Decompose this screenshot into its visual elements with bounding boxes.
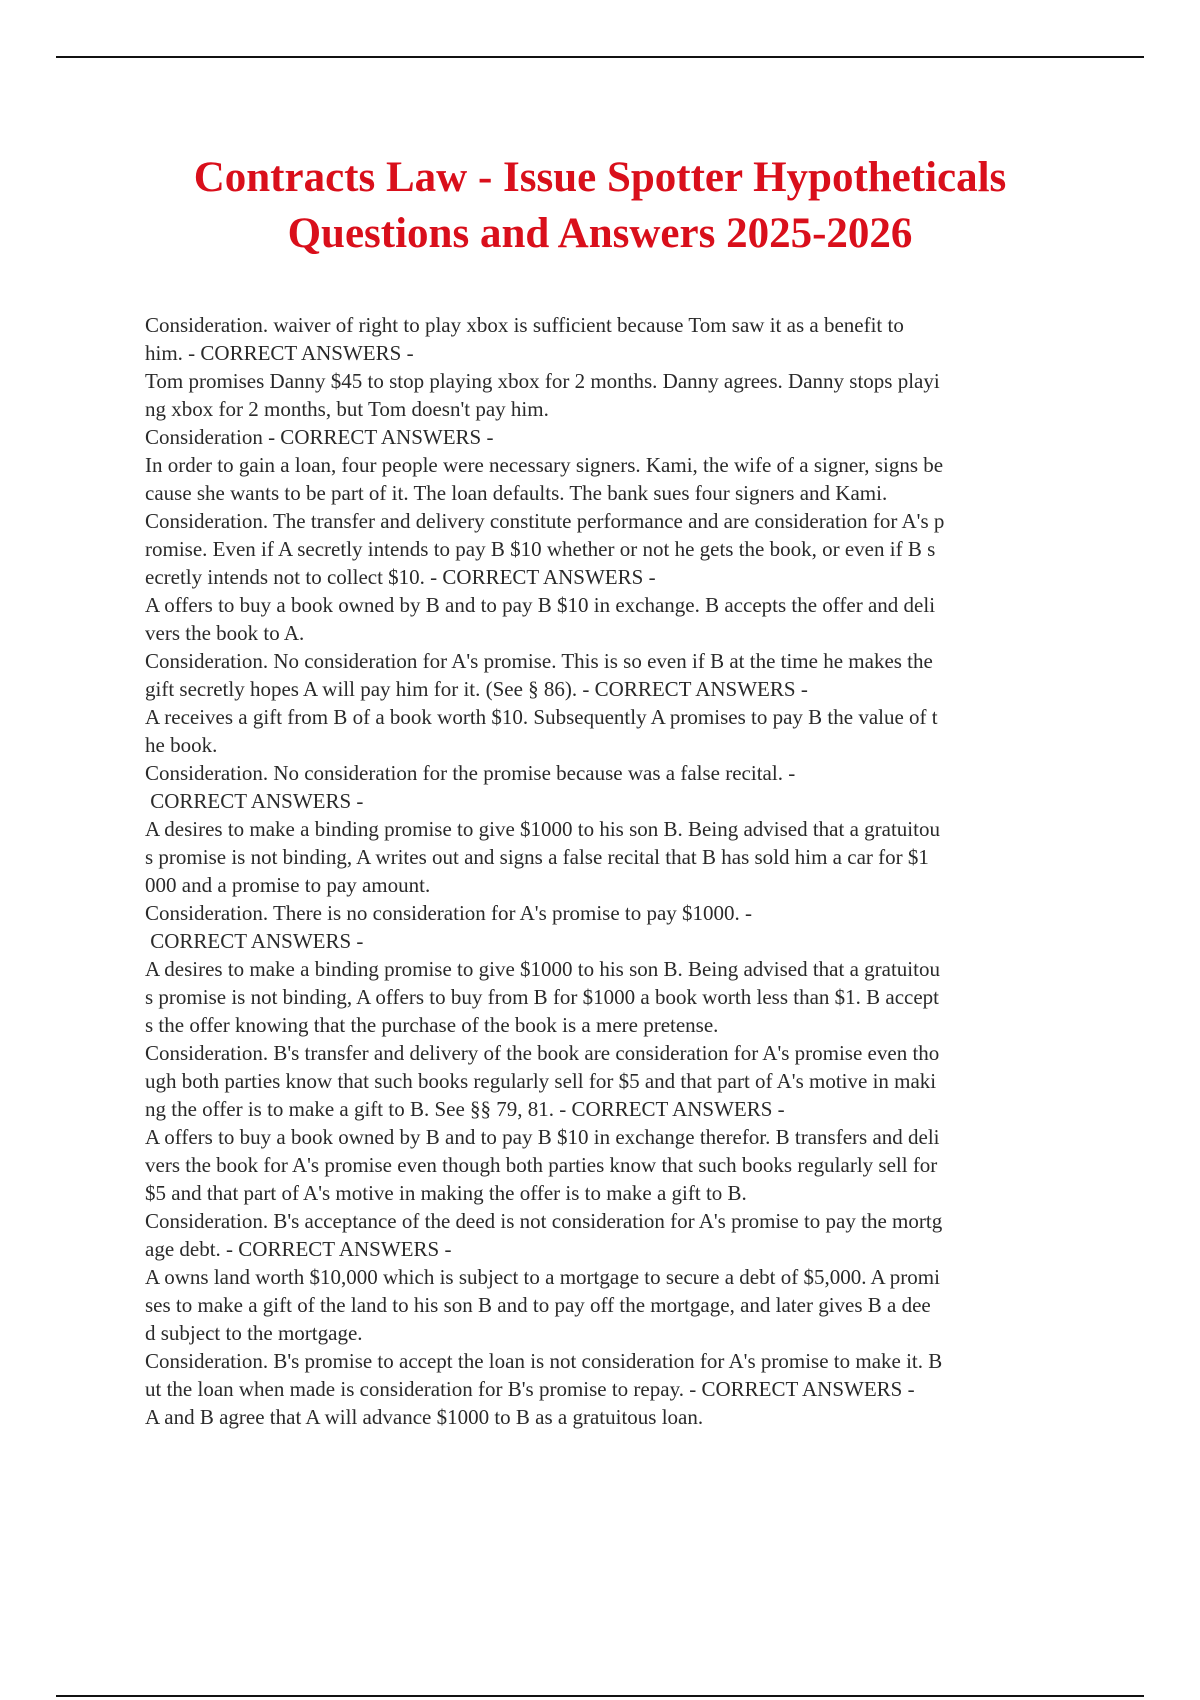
text-line: A receives a gift from B of a book worth $10. Subsequently A promises to pay B the value of t bbox=[145, 705, 938, 729]
text-line: he book. bbox=[145, 733, 218, 757]
text-line: ecretly intends not to collect $10. - CORRECT ANSWERS - bbox=[145, 565, 656, 589]
text-line: age debt. - CORRECT ANSWERS - bbox=[145, 1237, 452, 1261]
text-line: A offers to buy a book owned by B and to pay B $10 in exchange therefor. B transfers and deli bbox=[145, 1125, 940, 1149]
title-line: Contracts Law - Issue Spotter Hypotheticals bbox=[193, 154, 1007, 201]
text-line: vers the book for A's promise even though both parties know that such books regularly sell for bbox=[145, 1153, 938, 1177]
text-line: CORRECT ANSWERS - bbox=[145, 789, 364, 813]
text-line: d subject to the mortgage. bbox=[145, 1321, 363, 1345]
text-line: ut the loan when made is consideration for B's promise to repay. - CORRECT ANSWERS - bbox=[145, 1377, 915, 1401]
text-line: ng the offer is to make a gift to B. See §§ 79, 81. - CORRECT ANSWERS - bbox=[145, 1097, 785, 1121]
text-line: romise. Even if A secretly intends to pay B $10 whether or not he gets the book, or even if B s bbox=[145, 537, 936, 561]
text-line: A desires to make a binding promise to give $1000 to his son B. Being advised that a gratuitou bbox=[145, 957, 940, 981]
text-line: s promise is not binding, A offers to buy from B for $1000 a book worth less than $1. B accept bbox=[145, 985, 940, 1009]
text-line: Consideration. No consideration for A's promise. This is so even if B at the time he makes the bbox=[145, 649, 933, 673]
text-line: A desires to make a binding promise to give $1000 to his son B. Being advised that a gratuitou bbox=[145, 817, 940, 841]
text-line: Consideration. waiver of right to play xbox is sufficient because Tom saw it as a benefit to bbox=[145, 313, 904, 337]
text-line: ng xbox for 2 months, but Tom doesn't pay him. bbox=[145, 397, 549, 421]
text-line: Consideration. B's acceptance of the deed is not consideration for A's promise to pay the mortg bbox=[145, 1209, 943, 1233]
document-title bbox=[100, 150, 1100, 262]
text-line: In order to gain a loan, four people were necessary signers. Kami, the wife of a signer, signs be bbox=[145, 453, 944, 477]
text-line: 000 and a promise to pay amount. bbox=[145, 873, 431, 897]
text-line: vers the book to A. bbox=[145, 621, 305, 645]
top-rule bbox=[56, 56, 1144, 58]
text-line: Consideration - CORRECT ANSWERS - bbox=[145, 425, 494, 449]
title-line: Questions and Answers 2025-2026 bbox=[287, 210, 913, 257]
text-line: ugh both parties know that such books regularly sell for $5 and that part of A's motive in maki bbox=[145, 1069, 937, 1093]
text-line: A offers to buy a book owned by B and to pay B $10 in exchange. B accepts the offer and deli bbox=[145, 593, 936, 617]
bottom-rule bbox=[56, 1695, 1144, 1697]
text-line: Consideration. B's promise to accept the loan is not consideration for A's promise to make it. B bbox=[145, 1349, 943, 1373]
text-line: A owns land worth $10,000 which is subject to a mortgage to secure a debt of $5,000. A promi bbox=[145, 1265, 940, 1289]
text-line: gift secretly hopes A will pay him for it. (See § 86). - CORRECT ANSWERS - bbox=[145, 677, 808, 701]
text-line: ses to make a gift of the land to his son B and to pay off the mortgage, and later gives B a dee bbox=[145, 1293, 931, 1317]
document-body bbox=[145, 311, 1095, 1431]
text-line: cause she wants to be part of it. The loan defaults. The bank sues four signers and Kami. bbox=[145, 481, 888, 505]
text-line: Tom promises Danny $45 to stop playing xbox for 2 months. Danny agrees. Danny stops playi bbox=[145, 369, 940, 393]
text-line: s promise is not binding, A writes out and signs a false recital that B has sold him a car for $1 bbox=[145, 845, 929, 869]
text-line: Consideration. There is no consideration for A's promise to pay $1000. - bbox=[145, 901, 753, 925]
text-line: him. - CORRECT ANSWERS - bbox=[145, 341, 414, 365]
text-line: CORRECT ANSWERS - bbox=[145, 929, 364, 953]
text-line: Consideration. B's transfer and delivery of the book are consideration for A's promise even tho bbox=[145, 1041, 940, 1065]
text-line: Consideration. The transfer and delivery constitute performance and are consideration for A's p bbox=[145, 509, 945, 533]
text-line: Consideration. No consideration for the promise because was a false recital. - bbox=[145, 761, 796, 785]
text-line: $5 and that part of A's motive in making the offer is to make a gift to B. bbox=[145, 1181, 747, 1205]
text-line: s the offer knowing that the purchase of the book is a mere pretense. bbox=[145, 1013, 719, 1037]
text-line: A and B agree that A will advance $1000 to B as a gratuitous loan. bbox=[145, 1405, 704, 1429]
